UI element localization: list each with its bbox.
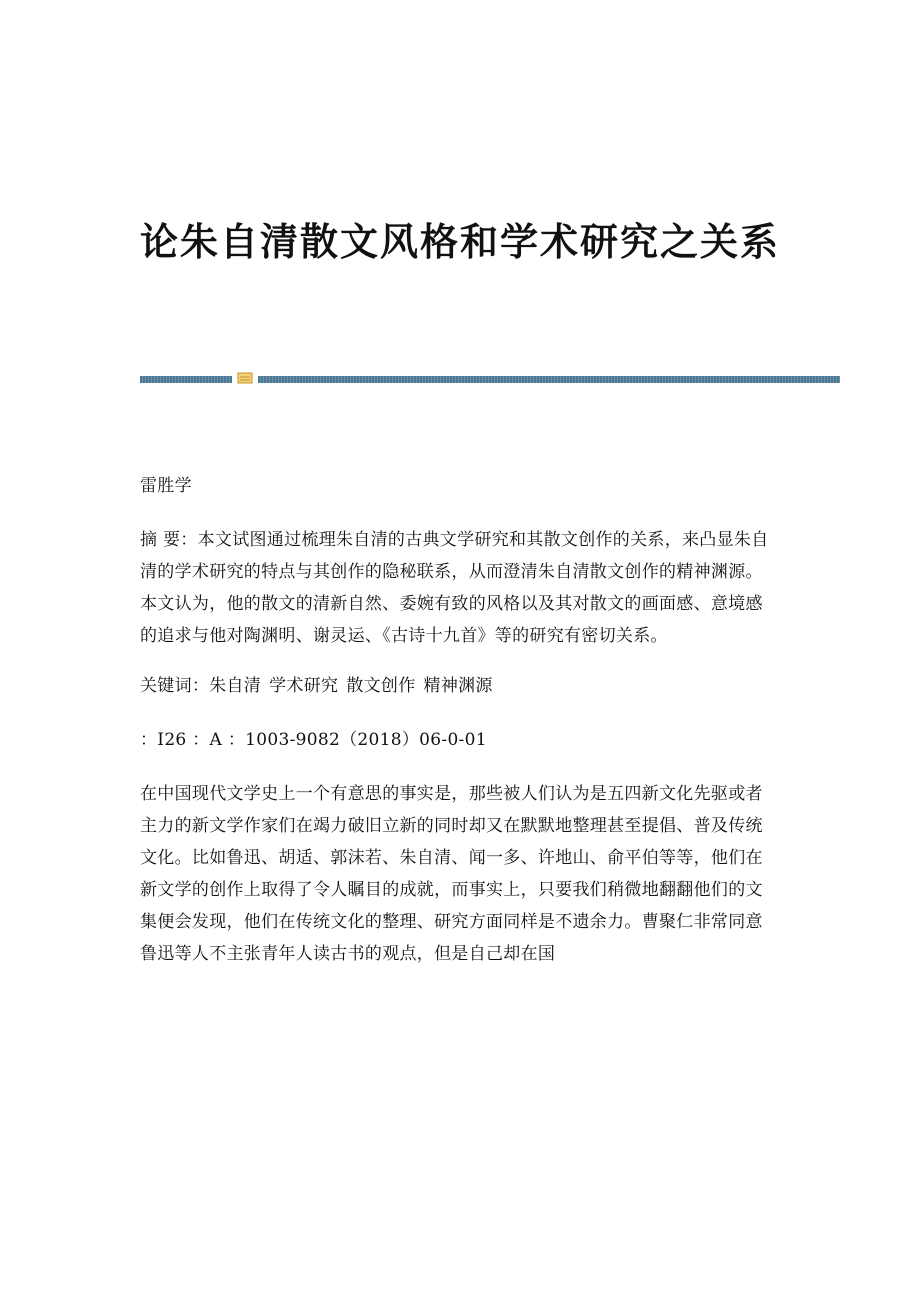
body-paragraph: 在中国现代文学史上一个有意思的事实是，那些被人们认为是五四新文化先驱或者主力的新文学作家们在竭力破旧立新的同时却又在默默地整理甚至提倡、普及传统文化。比如鲁迅、胡适、郭沫若、朱自清、闻一多、许地山、俞平伯等等，他们在新文学的创作上取得了令人瞩目的成就，而事实上，只要我们稍微地翻翻他们的文集便会发现，他们在传统文化的整理、研究方面同样是不遗余力。曹聚仁非常同意鲁迅等人不主张青年人读古书的观点，但是自己却在国 [140,784,763,964]
abstract-label: 摘 要： [140,530,198,550]
divider-bar-right [258,376,840,383]
document-title: 论朱自清散文风格和学术研究之关系 [139,219,780,264]
abstract-paragraph [140,524,780,652]
keywords-label: 关键词： [140,676,210,696]
author-name: 雷胜学 [140,476,192,496]
divider-bar-left [140,376,232,383]
keyword-item: 学术研究 [269,676,339,696]
classification-line: ：I26 ：A ：1003-9082（2018）06-0-01 [140,730,487,750]
keyword-item: 精神渊源 [423,676,493,696]
document-body [140,470,780,970]
keyword-item: 朱自清 [209,676,262,696]
keywords-line [140,670,780,702]
abstract-text: 本文试图通过梳理朱自清的古典文学研究和其散文创作的关系，来凸显朱自清的学术研究的特点与其创作的隐秘联系，从而澄清朱自清散文创作的精神渊源。本文认为，他的散文的清新自然、委婉有致的风格以及其对散文的画面感、意境感的追求与他对陶渊明、谢灵运、《古诗十九首》等的研究有密切关系。 [140,530,769,646]
title-divider [140,372,840,386]
keyword-item: 散文创作 [346,676,416,696]
divider-ornament-icon [237,372,253,384]
